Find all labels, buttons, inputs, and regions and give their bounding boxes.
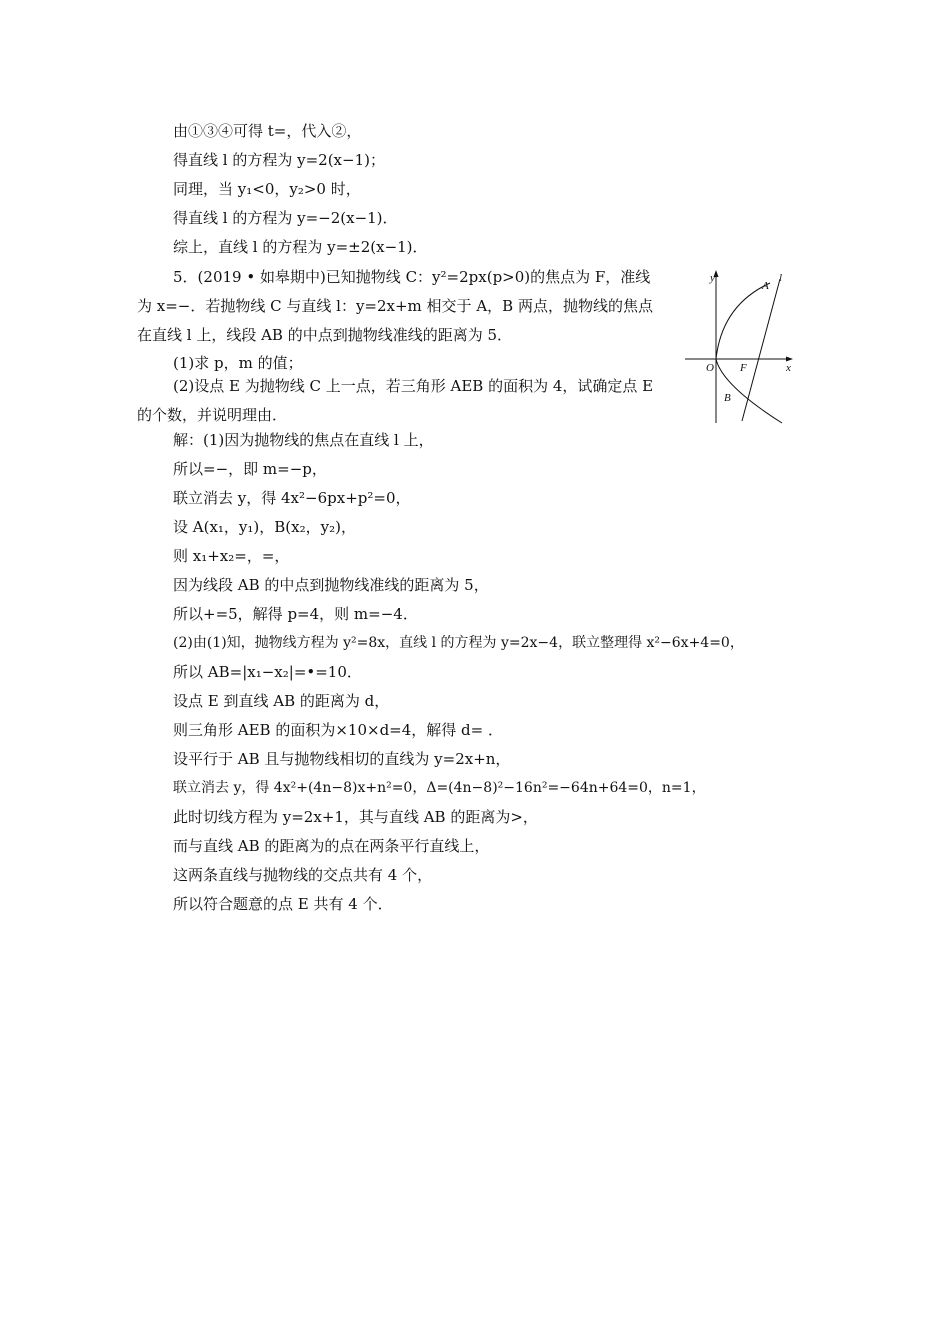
solution-line-14: 此时切线方程为 y=2x+1，其与直线 AB 的距离为>， [173,808,538,826]
x-axis-arrow [786,357,793,362]
text-line-4: 得直线 l 的方程为 y=−2(x−1)． [173,209,398,227]
solution-line-2: 所以=−，即 m=−p， [173,460,327,478]
text-line-5: 综上，直线 l 的方程为 y=±2(x−1)． [173,238,428,256]
text-line-3: 同理，当 y₁<0，y₂>0 时， [173,180,361,198]
solution-line-10: 设点 E 到直线 AB 的距离为 d， [173,692,390,710]
problem-statement: 5．(2019 • 如皋期中)已知抛物线 C：y²=2px(p>0)的焦点为 F，准线为 x=−．若抛物线 C 与直线 l：y=2x+m 相交于 A，B 两点，抛物线的焦点在直线 l 上，线段 AB 的中点到抛物线准线的距离为 5． [137,268,653,344]
solution-line-8: (2)由(1)知，抛物线方程为 y²=8x，直线 l 的方程为 y=2x−4，联立整理得 x²−6x+4=0， [173,635,744,651]
x-axis-label: x [786,362,791,374]
solution-line-7: 所以+=5，解得 p=4，则 m=−4． [173,605,418,623]
solution-line-1: 解：(1)因为抛物线的焦点在直线 l 上， [173,431,434,449]
solution-line-13: 联立消去 y，得 4x²+(4n−8)x+n²=0，Δ=(4n−8)²−16n²=−64n+64=0，n=1， [173,780,706,796]
origin-label: O [706,362,714,374]
solution-line-6: 因为线段 AB 的中点到抛物线准线的距离为 5， [173,576,489,594]
parabola-figure [682,265,794,425]
problem-part-1: (1)求 p，m 的值； [173,354,303,372]
focus-label: F [740,362,747,374]
solution-line-17: 所以符合题意的点 E 共有 4 个． [173,895,393,913]
solution-line-15: 而与直线 AB 的距离为的点在两条平行直线上， [173,837,490,855]
text-line-1: 由①③④可得 t=，代入②， [173,122,362,140]
solution-line-9: 所以 AB=|x₁−x₂|=•=10． [173,663,362,681]
solution-line-3: 联立消去 y，得 4x²−6px+p²=0， [173,489,411,507]
line-l-label: l [779,272,783,284]
text-line-2: 得直线 l 的方程为 y=2(x−1)； [173,151,385,169]
solution-line-12: 设平行于 AB 且与抛物线相切的直线为 y=2x+n， [173,750,511,768]
solution-line-5: 则 x₁+x₂=，=， [173,547,290,565]
problem-part-2: (2)设点 E 为抛物线 C 上一点，若三角形 AEB 的面积为 4，试确定点 E 的个数，并说明理由． [137,377,654,424]
line-l [742,279,780,421]
solution-line-16: 这两条直线与抛物线的交点共有 4 个， [173,866,433,884]
point-b-label: B [724,392,731,404]
solution-line-4: 设 A(x₁，y₁)，B(x₂，y₂)， [173,518,356,536]
solution-line-11: 则三角形 AEB 的面积为×10×d=4，解得 d= ． [173,721,503,739]
point-a-label: A [762,280,769,292]
y-axis-label: y [710,272,715,284]
